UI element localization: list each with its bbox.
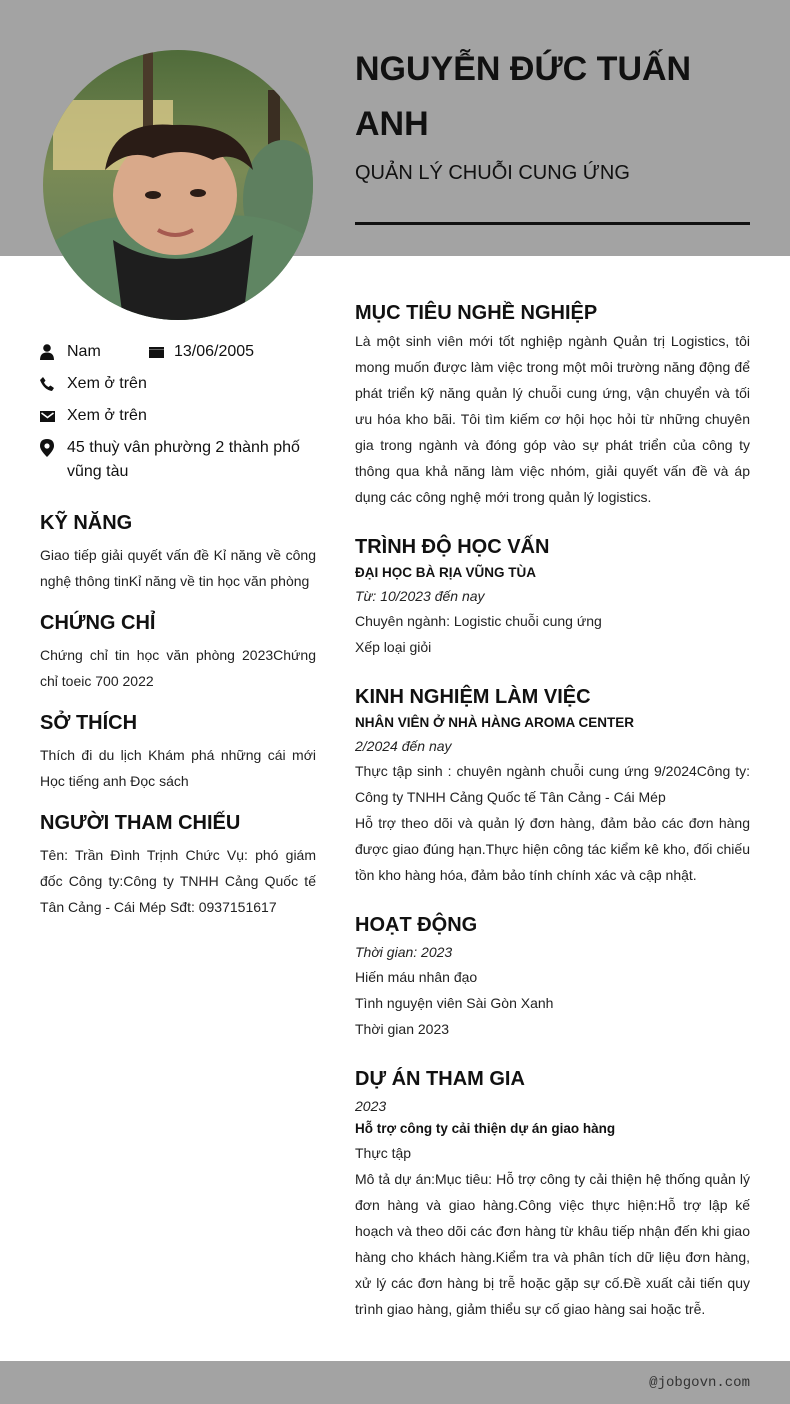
activity-item: Thời gian 2023 [355, 1021, 450, 1037]
title-divider [355, 222, 750, 225]
objective-section [355, 298, 750, 510]
project-description: Mô tả dự án:Mục tiêu: Hỗ trợ công ty cải thiện hệ thống quản lý đơn hàng và giao hàng.Công việc thực hiện:Hỗ trợ lập kế hoạch và theo dõi các đơn hàng từ khâu tiếp nhận đến khi giao hàng cho khách hàng.Kiểm tra và phân tích dữ liệu đơn hàng, xử lý các đơn hàng bị trễ hoặc gặp sự cố.Đề xuất cải tiến quy trình giao hàng, giảm thiểu sự cố giao hàng sai hoặc trễ. [355, 1171, 750, 1317]
project-name: Hỗ trợ công ty cải thiện dự án giao hàng [355, 1121, 616, 1136]
experience-detail-2: Hỗ trợ theo dõi và quản lý đơn hàng, đảm bảo các đơn hàng được giao đúng hạn.Thực hiện công tác kiểm kê kho, đối chiếu tồn kho hàng hóa, đảm bảo tính chính xác và cập nhật. [355, 815, 750, 883]
references-heading: NGƯỜI THAM CHIẾU [40, 812, 241, 834]
project-role: Thực tập [355, 1145, 412, 1161]
experience-period: 2/2024 đến nay [355, 738, 452, 754]
project-year: 2023 [355, 1098, 387, 1114]
birthdate-field [149, 340, 254, 364]
candidate-name: NGUYỄN ĐỨC TUẤN ANH [355, 50, 692, 143]
projects-heading: DỰ ÁN THAM GIA [355, 1068, 525, 1090]
profile-photo [43, 50, 313, 320]
skills-text: Giao tiếp giải quyết vấn đề Kỉ năng về công nghệ thông tinKỉ năng về tin học văn phòng [40, 547, 316, 589]
activity-item: Tình nguyện viên Sài Gòn Xanh [355, 995, 554, 1011]
left-column [40, 508, 316, 934]
contact-row-personal [40, 340, 320, 372]
profile-photo-icon [43, 50, 313, 320]
footer-watermark: @jobgovn.com [649, 1375, 750, 1391]
contact-info [40, 340, 320, 484]
contact-row-address [40, 436, 320, 484]
contact-row-phone [40, 372, 320, 404]
certificates-section [40, 608, 316, 694]
right-column [355, 298, 750, 1344]
experience-heading: KINH NGHIỆM LÀM VIỆC [355, 686, 591, 708]
certificates-heading: CHỨNG CHỈ [40, 612, 156, 634]
location-pin-icon [40, 436, 67, 460]
projects-section [355, 1064, 750, 1322]
phone: Xem ở trên [67, 375, 147, 392]
certificates-text: Chứng chỉ tin học văn phòng 2023Chứng chỉ toeic 700 2022 [40, 647, 316, 689]
mail-icon [40, 404, 67, 428]
email: Xem ở trên [67, 407, 147, 424]
calendar-icon [149, 340, 174, 364]
skills-section [40, 508, 316, 594]
hobbies-heading: SỞ THÍCH [40, 712, 138, 734]
user-icon [40, 340, 67, 364]
education-heading: TRÌNH ĐỘ HỌC VẤN [355, 536, 550, 558]
education-grade: Xếp loại giỏi [355, 639, 432, 655]
references-text: Tên: Trần Đình Trịnh Chức Vụ: phó giám đốc Công ty:Công ty TNHH Cảng Quốc tế Tân Cảng - Cái Mép Sđt: 0937151617 [40, 847, 316, 915]
phone-icon [40, 372, 67, 396]
address: 45 thuỳ vân phường 2 thành phố vũng tàu [67, 439, 300, 480]
hobbies-section [40, 708, 316, 794]
gender: Nam [67, 343, 101, 360]
experience-detail-1: Thực tập sinh : chuyên ngành chuỗi cung ứng 9/2024Công ty: Công ty TNHH Cảng Quốc tế Tân Cảng - Cái Mép [355, 763, 750, 805]
objective-heading: MỤC TIÊU NGHỀ NGHIỆP [355, 302, 598, 324]
school-name: ĐẠI HỌC BÀ RỊA VŨNG TÙA [355, 565, 536, 580]
activities-period: Thời gian: 2023 [355, 944, 453, 960]
birthdate: 13/06/2005 [174, 343, 255, 360]
experience-section [355, 682, 750, 888]
activities-heading: HOẠT ĐỘNG [355, 914, 478, 936]
activities-section [355, 910, 750, 1042]
education-major: Chuyên ngành: Logistic chuỗi cung ứng [355, 613, 602, 629]
hobbies-text: Thích đi du lịch Khám phá những cái mới Học tiếng anh Đọc sách [40, 747, 316, 789]
activity-item: Hiến máu nhân đạo [355, 969, 478, 985]
contact-row-email [40, 404, 320, 436]
education-period: Từ: 10/2023 đến nay [355, 588, 485, 604]
objective-text: Là một sinh viên mới tốt nghiệp ngành Quản trị Logistics, tôi mong muốn được làm việc trong một môi trường năng động để phát triển kỹ năng quản lý chuỗi cung ứng, vận chuyển và tối ưu hóa kho bãi. Tôi tìm kiếm cơ hội học hỏi từ những chuyên gia trong ngành và đóng góp vào sự phát triển của công ty thông qua khả năng làm việc nhóm, giải quyết vấn đề và áp dụng các công nghệ mới trong quản lý logistics. [355, 333, 750, 505]
skills-heading: KỸ NĂNG [40, 512, 133, 534]
job-title: QUẢN LÝ CHUỖI CUNG ỨNG [355, 162, 630, 184]
education-section [355, 532, 750, 660]
experience-position: NHÂN VIÊN Ở NHÀ HÀNG AROMA CENTER [355, 715, 635, 730]
references-section [40, 808, 316, 920]
